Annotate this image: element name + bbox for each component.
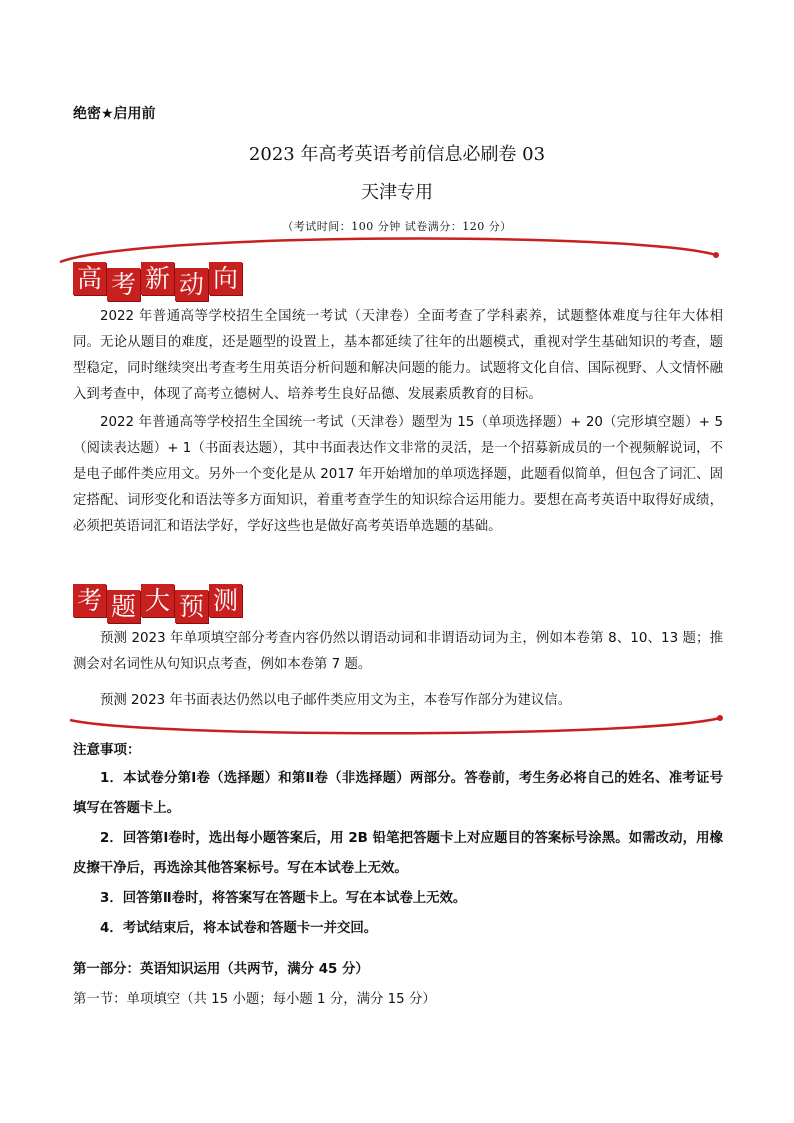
paragraph: 预测 2023 年书面表达仍然以电子邮件类应用文为主，本卷写作部分为建议信。: [100, 693, 572, 708]
heading-char: 向: [209, 262, 242, 295]
bottom-arc-line: [70, 718, 720, 733]
heading-char: 考: [73, 584, 106, 617]
paragraph: 2022 年普通高等学校招生全国统一考试（天津卷）全面考查了学科素养，试题整体难度与往年大体相同。无论从题目的难度，还是题型的设置上，基本都延续了往年的出题模式，重视对学生基础知识的考查，题型稳定，同时继续突出考查考生用英语分析问题和解决问题的能力。试题将文化自信、国际视野、人文情怀融入到考查中，体现了高考立德树人、培养考生良好品德、发展素质教育的目标。: [73, 309, 723, 402]
note-item: 3．回答第Ⅱ卷时，将答案写在答题卡上。写在本试卷上无效。: [100, 891, 467, 906]
notes-title: 注意事项：: [73, 742, 141, 758]
confidential-mark: 绝密★启用前: [73, 106, 156, 122]
note-item: 4．考试结束后，将本试卷和答题卡一并交回。: [100, 921, 378, 936]
section-heading-predictions: [73, 584, 242, 623]
exam-time-info: （考试时间：100 分钟 试卷满分：120 分）: [282, 220, 512, 233]
paragraph: 预测 2023 年单项填空部分考查内容仍然以谓语动词和非谓语动词为主，例如本卷第 8、10、13 题；推测会对名词性从句知识点考查，例如本卷第 7 题。: [73, 631, 723, 672]
heading-char: 高: [73, 262, 106, 295]
note-item: 2．回答第Ⅰ卷时，选出每小题答案后，用 2B 铅笔把答题卡上对应题目的答案标号涂黑。如需改动，用橡皮擦干净后，再选涂其他答案标号。写在本试卷上无效。: [73, 831, 723, 876]
section1-body: [73, 304, 723, 540]
heading-char: 测: [209, 584, 242, 617]
note-item: 1．本试卷分第Ⅰ卷（选择题）和第Ⅱ卷（非选择题）两部分。答卷前，考生务必将自己的姓名、准考证号填写在答题卡上。: [73, 771, 723, 816]
exam-title: 2023 年高考英语考前信息必刷卷 03: [248, 144, 546, 165]
top-arc-dot: [713, 252, 719, 258]
section-one-heading: 第一节：单项填空（共 15 小题；每小题 1 分，满分 15 分）: [73, 992, 436, 1007]
bottom-arc-dot: [717, 715, 723, 721]
heading-char: 新: [141, 262, 174, 295]
paragraph: 2022 年普通高等学校招生全国统一考试（天津卷）题型为 15（单项选择题）+ 20（完形填空题）+ 5（阅读表达题）+ 1（书面表达题），其中书面表达作文非常的灵活，是一个招募新成员的一个视频解说词，不是电子邮件类应用文。另外一个变化是从 2017 年开始增加的单项选择题，此题看似简单，但包含了词汇、固定搭配、词形变化和语法等多方面知识，着重考查学生的知识综合运用能力。要想在高考英语中取得好成绩，必须把英语词汇和语法学好，学好这些也是做好高考英语单选题的基础。: [73, 415, 723, 534]
heading-char: 动: [175, 268, 208, 301]
part-one-heading: 第一部分：英语知识运用（共两节，满分 45 分）: [73, 962, 369, 977]
section-heading-new-trends: [73, 262, 242, 301]
heading-char: 考: [107, 268, 140, 301]
exam-subtitle: 天津专用: [361, 182, 433, 203]
heading-char: 预: [175, 590, 208, 623]
exam-notes: [73, 738, 723, 944]
section2-body: [73, 626, 723, 714]
heading-char: 大: [141, 584, 174, 617]
heading-char: 题: [107, 590, 140, 623]
top-arc-line: [60, 239, 716, 262]
